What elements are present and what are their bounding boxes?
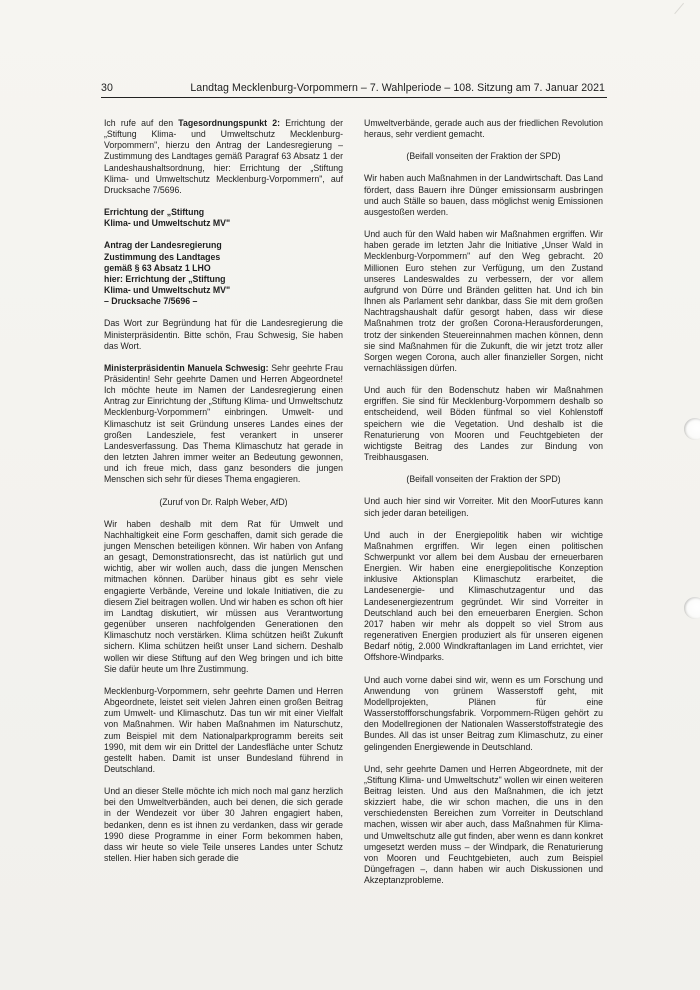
motion-heading: Antrag der Landesregierung Zustimmung des Landtages gemäß § 63 Absatz 1 LHO hier: Errichtung der „Stiftung Klima- und Umweltschutz MV" – Drucksache 7/5696 – [104,240,231,307]
speech-paragraph: Und an dieser Stelle möchte ich mich noch mal ganz herzlich bei den Umweltverbänden, auch bei denen, die sich gerade in der Wendezeit vor über 30 Jahren engagiert haben, bedanken, denn es ist ihnen zu verdanken, dass wir gerade 1990 diese Programme in einer Form bekommen haben, dass wir heute so viele Teile unseres Landes unter Schutz stellen. Hier haben sich gerade die [104,786,343,864]
speech-paragraph: Wir haben auch Maßnahmen in der Landwirtschaft. Das Land fördert, dass Bauern ihre Dünger emissionsarm ausbringen und auch Ställe so bauen, dass möglichst wenig Emissionen ausgestoßen werden. [364,173,603,217]
speaker-name: Ministerpräsidentin Manuela Schwesig: [104,362,269,373]
running-title: Landtag Mecklenburg-Vorpommern – 7. Wahlperiode – 108. Sitzung am 7. Januar 2021 [190,82,605,94]
speech-paragraph: Und auch für den Bodenschutz haben wir Maßnahmen ergriffen. Sie sind für Mecklenburg-Vorpommern deshalb so entscheidend, weil Böden fünfmal so viel Kohlenstoff speichern wie die Vegetation. Und deshalb ist die Renaturierung von Mooren und Feuchtgebieten der wichtigste Beitrag des Landes zur Bindung von Treibhausgasen. [364,385,603,463]
speech-opening-paragraph: Ministerpräsidentin Manuela Schwesig: Sehr geehrte Frau Präsidentin! Sehr geehrte Damen und Herren Abgeordnete! Ich möchte heute im Namen der Landesregierung einen Antrag zur Einrichtung der „Stiftung Klima- und Umweltschutz Mecklenburg-Vorpommern" einbringen. Umwelt- und Klimaschutz ist seit Gründung unseres Landes eines der großen Landesziele, fest verankert in unserer Landesverfassung. Das Thema Klimaschutz hat gerade in den letzten Jahren immer weiter an Bedeutung gewonnen, und ich freue mich, dass ganz besonders die jungen Menschen sich sehr für dieses Thema engagieren. [104,362,343,485]
left-column [104,118,343,864]
speech-paragraph: Wir haben deshalb mit dem Rat für Umwelt und Nachhaltigkeit eine Form geschaffen, damit sich gerade die jungen Menschen beteiligen können. Wir haben von Anfang an gesagt, Demonstrationsrecht, das ist natürlich gut und wichtig, aber wir wollen auch, dass die jungen Menschen mitmachen können. Darüber hinaus gibt es sehr viele engagierte Verbände, Vereine und lokale Initiativen, die zu diesem Ziel beitragen wollen. Und wir haben es schon oft hier im Landtag diskutiert, wir müssen aus Verantwortung gegenüber unseren nachfolgenden Generationen den Klimaschutz noch verstärken. Klima schützen heißt Zukunft sichern. Klima schützen heißt unser Land sichern. Deshalb wollen wir diese Stiftung auf den Weg bringen und ich bitte Sie dafür heute um Ihre Zustimmung. [104,518,343,674]
speech-paragraph: Mecklenburg-Vorpommern, sehr geehrte Damen und Herren Abgeordnete, leistet seit vielen Jahren einen großen Beitrag zum Umwelt- und Klimaschutz. Das tun wir mit einer Vielfalt von Maßnahmen. Wir haben Maßnahmen im Naturschutz, zum Beispiel mit dem Nationalparkprogramm bereits seit 1990, mit dem wir ein Drittel der Landesfläche unter Schutz gestellt haben. Damit ist unser Bundesland führend in Deutschland. [104,685,343,774]
speech-paragraph: Und auch in der Energiepolitik haben wir wichtige Maßnahmen ergriffen. Wir legen einen politischen Schwerpunkt vor allem bei dem Ausbau der erneuerbaren Energien. Wir haben eine energiepolitische Konzeption inklusive Aktionsplan Klimaschutz erarbeitet, die Landesenergie- und Klimaschutzagentur und das Landesenergiezentrum gegründet. Wir sind Vorreiter in Deutschland auch bei den erneuerbaren Energien. Schon 2017 haben wir mehr als doppelt so viel Strom aus regenerativen Energien produziert als für unseren eigenen Bedarf nötig, 2.000 Windkraftanlagen im Land errichtet, vier Offshore-Windparks. [364,529,603,663]
applause-note: (Beifall vonseiten der Fraktion der SPD) [406,474,561,485]
speech-paragraph: Umweltverbände, gerade auch aus der friedlichen Revolution heraus, sehr verdient gemacht. [364,118,603,140]
punch-hole [684,418,700,440]
speech-paragraph: Und, sehr geehrte Damen und Herren Abgeordnete, mit der „Stiftung Klima- und Umweltschutz" wollen wir einen weiteren Beitrag leisten. Und aus den Maßnahmen, die ich jetzt skizziert habe, die wir schon machen, die uns in den verschiedensten Bereichen zum Vorreiter in Deutschland machen, wissen wir aber auch, dass Maßnahmen für Klima- und Umweltschutz alle gut finden, aber wenn es dann konkret umgesetzt werden muss – der Windpark, die Renaturierung von Mooren und Feuchtgebieten, auch zum Beispiel Düngefragen –, dann haben wir auch Diskussionen und Akzeptanzprobleme. [364,763,603,886]
applause-note: (Beifall vonseiten der Fraktion der SPD) [406,151,561,162]
page-number: 30 [101,82,113,94]
punch-hole [684,597,700,619]
speech-paragraph: Und auch für den Wald haben wir Maßnahmen ergriffen. Wir haben gerade im letzten Jahr die Initiative „Unser Wald in Mecklenburg-Vorpommern" auf den Weg gebracht. 20 Millionen Euro stehen zur Verfügung, um den Zustand unseres Landeswaldes zu verbessern, der vor allem aufgrund von Dürre und Bränden gelitten hat. Und ich bin Ihnen als Parlament sehr dankbar, dass Sie mit dem großen Nachtragshaushalt dafür gesorgt haben, dass wir diese Maßnahmen trotz der großen Corona-Herausforderungen, trotz der sinkenden Steuereinnahmen machen können, denn sie sind Maßnahmen für die Zukunft, die wir jetzt trotz aller Sorgen wegen Corona, auch aller finanzieller Sorgen, nicht vernachlässigen dürfen. [364,229,603,373]
agenda-call-paragraph: Ich rufe auf den Tagesordnungspunkt 2: Errichtung der „Stiftung Klima- und Umweltschutz Mecklenburg-Vorpommern", hierzu den Antrag der Landesregierung – Zustimmung des Landtages gemäß Paragraf 63 Absatz 1 der Landeshaushaltsordnung, hier: Errichtung der „Stiftung Klima- und Umweltschutz Mecklenburg-Vorpommern", auf Drucksache 7/5696. [104,118,343,195]
interjection: (Zuruf von Dr. Ralph Weber, AfD) [159,496,288,507]
speech-paragraph: Und auch hier sind wir Vorreiter. Mit den MoorFutures kann sich jeder daran beteiligen. [364,496,603,518]
floor-given-paragraph: Das Wort zur Begründung hat für die Landesregierung die Ministerpräsidentin. Bitte schön, Frau Schwesig, Sie haben das Wort. [104,318,343,351]
speech-paragraph: Und auch vorne dabei sind wir, wenn es um Forschung und Anwendung von grünem Wasserstoff geht, mit Modellprojekten, Plänen für eine Wasserstoffforschungsfabrik. Vorpommern-Rügen gehört zu den Modellregionen der Nationalen Wasserstoffstrategie des Bundes. All das ist unser Beitrag zum Klimaschutz, zu einer gelingenden Energiewende in Deutschland. [364,674,603,752]
page-header [101,82,605,94]
header-rule [101,97,607,98]
right-column [364,118,603,886]
scan-corner-mark [674,3,694,23]
agenda-item-heading: Errichtung der „Stiftung Klima- und Umweltschutz MV" [104,207,231,229]
